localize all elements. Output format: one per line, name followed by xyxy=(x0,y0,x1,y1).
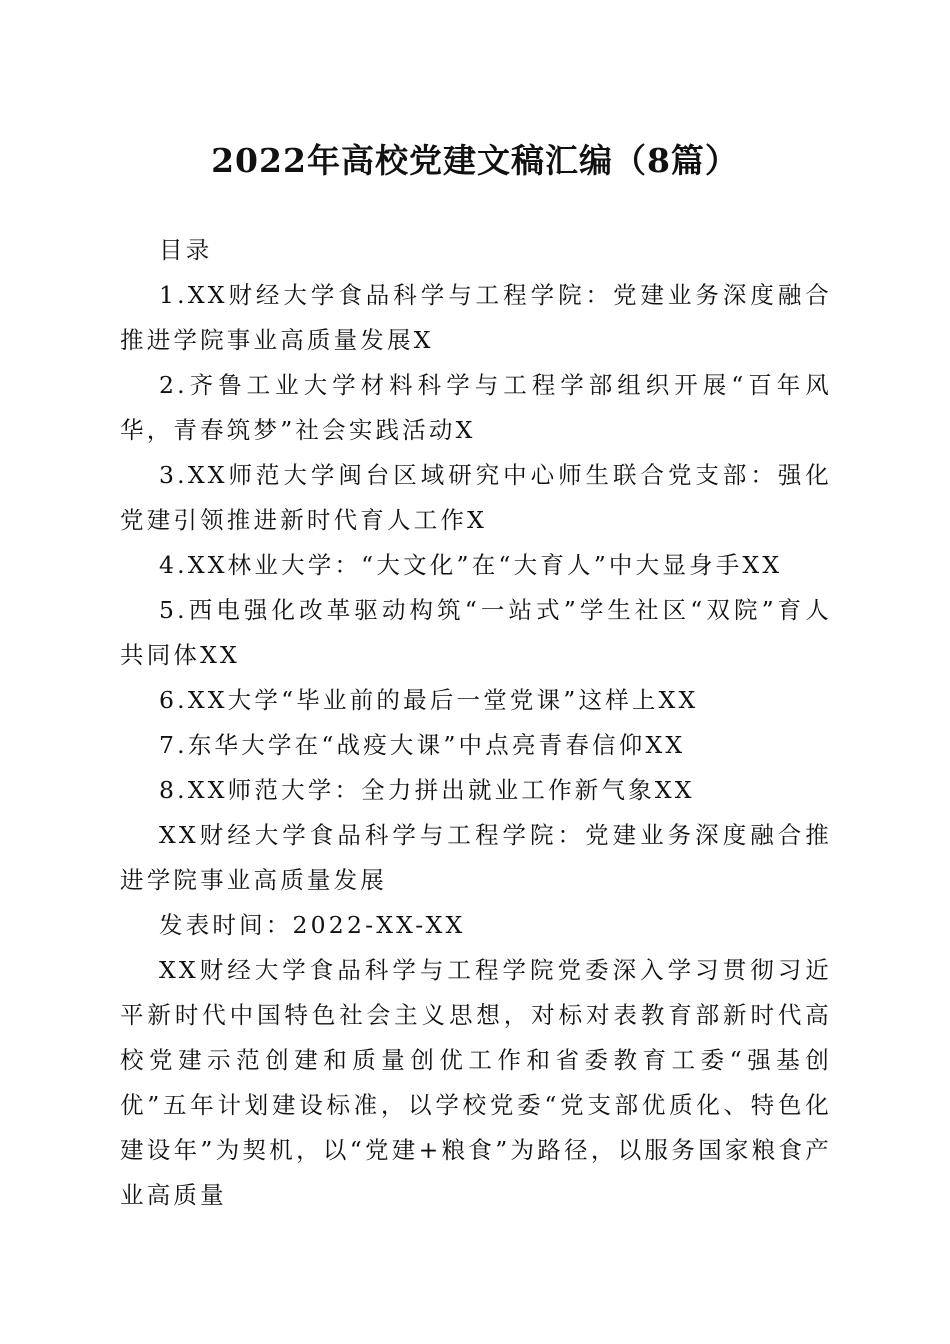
toc-item-1: 1.XX财经大学食品科学与工程学院：党建业务深度融合推进学院事业高质量发展X xyxy=(120,281,832,354)
toc-item-5: 5.西电强化改革驱动构筑“一站式”学生社区“双院”育人共同体XX xyxy=(120,596,832,669)
document-body xyxy=(120,228,832,1218)
toc-item-7: 7.东华大学在“战疫大课”中点亮青春信仰XX xyxy=(159,731,686,759)
toc-heading: 目录 xyxy=(159,236,213,264)
toc-item-3: 3.XX师范大学闽台区域研究中心师生联合党支部：强化党建引领推进新时代育人工作X xyxy=(120,461,832,534)
document-title: 2022年高校党建文稿汇编（8篇） xyxy=(211,141,739,180)
toc-item-6: 6.XX大学“毕业前的最后一堂党课”这样上XX xyxy=(159,686,699,714)
article-body-paragraph: XX财经大学食品科学与工程学院党委深入学习贯彻习近平新时代中国特色社会主义思想，对标对表教育部新时代高校党建示范创建和质量创优工作和省委教育工委“强基创优”五年计划建设标准，以学校党委“党支部优质化、特色化建设年”为契机，以“党建+粮食”为路径，以服务国家粮食产业高质量 xyxy=(120,956,832,1209)
toc-item-8: 8.XX师范大学：全力拼出就业工作新气象XX xyxy=(159,776,695,804)
publish-time: 发表时间：2022-XX-XX xyxy=(159,911,466,939)
article-title: XX财经大学食品科学与工程学院：党建业务深度融合推进学院事业高质量发展 xyxy=(120,821,832,894)
toc-item-2: 2.齐鲁工业大学材料科学与工程学部组织开展“百年风华，青春筑梦”社会实践活动X xyxy=(120,371,832,444)
toc-item-4: 4.XX林业大学：“大文化”在“大育人”中大显身手XX xyxy=(159,551,783,579)
